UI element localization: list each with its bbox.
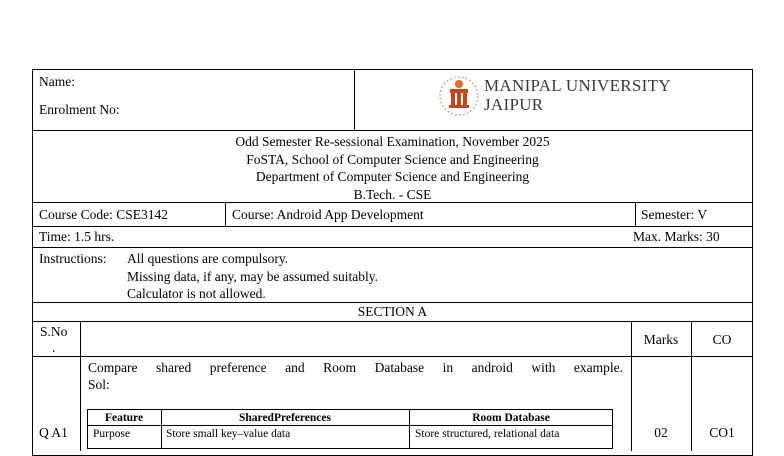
university-city: JAIPUR xyxy=(484,95,544,114)
comparison-header-room: Room Database xyxy=(472,412,550,424)
comparison-cell-feature: Purpose xyxy=(93,428,131,440)
course-divider-2 xyxy=(635,202,636,227)
question-text: Compare shared preference and Room Database in android with example. xyxy=(88,360,623,375)
exam-line-4: B.Tech. - CSE xyxy=(353,187,432,202)
question-number: Q A1 xyxy=(39,425,68,440)
comparison-cell-room: Store structured, relational data xyxy=(415,428,560,440)
course-name: Course: Android App Development xyxy=(232,207,424,222)
sno-header-dot: . xyxy=(52,340,56,355)
name-label: Name: xyxy=(39,74,75,89)
exam-line-3: Department of Computer Science and Engineering xyxy=(255,169,530,184)
comparison-cell-sharedprefs: Store small key–value data xyxy=(166,428,291,440)
comparison-header-sharedprefs: SharedPreferences xyxy=(239,412,331,424)
exam-line-2: FoSTA, School of Computer Science and Engineering xyxy=(246,152,539,167)
instructions-label: Instructions: xyxy=(39,251,107,266)
question-marks: 02 xyxy=(654,425,668,440)
enrolment-label: Enrolment No: xyxy=(39,102,120,117)
solution-label: Sol: xyxy=(88,377,110,392)
course-code: Course Code: CSE3142 xyxy=(39,207,169,222)
comparison-header-line xyxy=(87,425,613,426)
sno-header: S.No xyxy=(40,324,68,339)
university-name: MANIPAL UNIVERSITY xyxy=(484,76,671,95)
instruction-2: Missing data, if any, may be assumed suitably. xyxy=(127,269,378,284)
co-header: CO xyxy=(712,332,732,347)
marks-header: Marks xyxy=(643,332,679,347)
max-marks: Max. Marks: 30 xyxy=(633,229,720,244)
instruction-3: Calculator is not allowed. xyxy=(127,286,266,301)
course-divider-1 xyxy=(225,202,226,227)
sno-divider xyxy=(80,321,81,451)
comparison-header-feature: Feature xyxy=(104,412,144,424)
instruction-1: All questions are compulsory. xyxy=(127,251,289,266)
question-co: CO1 xyxy=(709,425,735,440)
time-allowed: Time: 1.5 hrs. xyxy=(39,229,115,244)
university-logo-icon xyxy=(438,74,480,118)
section-title: SECTION A xyxy=(357,304,428,319)
header-divider xyxy=(354,69,355,131)
exam-line-1: Odd Semester Re-sessional Examination, November 2025 xyxy=(235,134,550,149)
semester: Semester: V xyxy=(641,207,708,222)
